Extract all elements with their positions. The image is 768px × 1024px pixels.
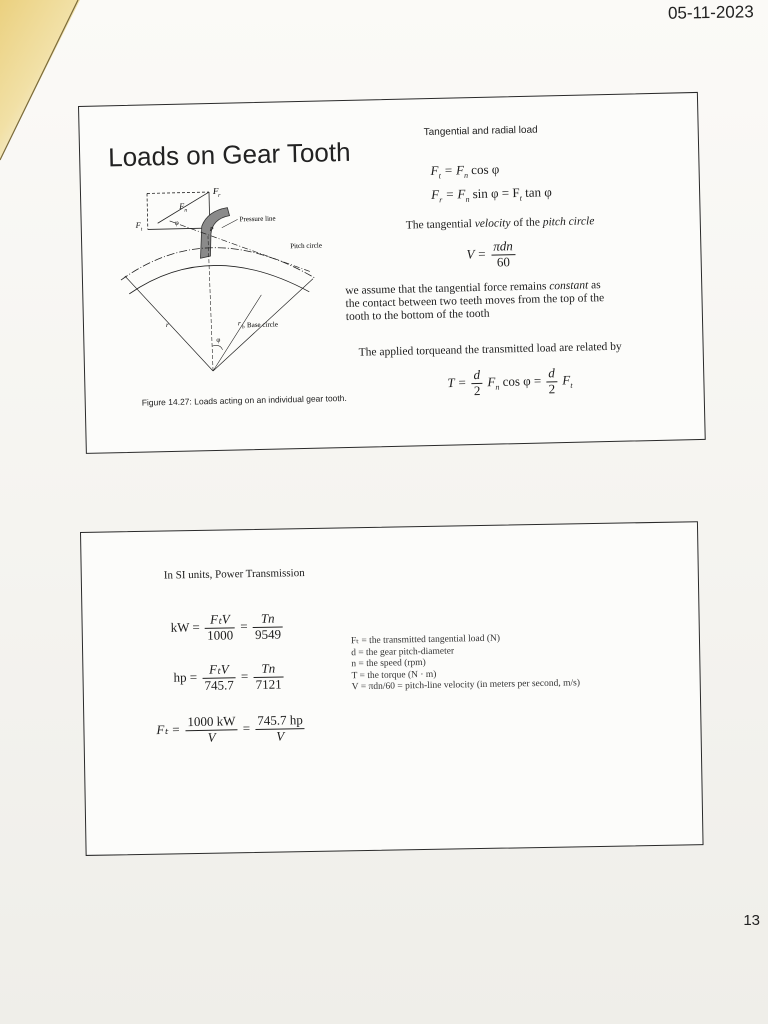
legend-item: d = the gear pitch-diameter — [351, 645, 455, 658]
legend-item: T = the torque (N · m) — [351, 669, 437, 681]
label-pitch-circle: Pitch circle — [290, 241, 323, 251]
figure-caption: Figure 14.27: Loads acting on an individual gear tooth. — [141, 392, 347, 408]
slide-loads-on-gear-tooth — [78, 92, 706, 454]
label-p: P — [209, 226, 214, 234]
equation-torque: T = $\frac{d}{2}$ $F_n$ cos φ = $\frac{d}{2}$ $F_t$ — [447, 365, 573, 399]
gear-tooth-shape — [199, 208, 230, 259]
label-rb-sub: b — [242, 325, 245, 331]
gear-tooth-diagram — [109, 183, 353, 378]
label-rb: r — [237, 319, 241, 328]
label-fn-sub: n — [184, 207, 188, 214]
assumption-text: we assume that the tangential force remains constant as the contact between two teeth moves from the top of the tooth to the bottom of the tooth — [345, 279, 605, 323]
label-ft: F — [135, 220, 141, 230]
base-circle-arc — [129, 263, 310, 296]
label-pressure-line: Pressure line — [239, 214, 276, 224]
equation-velocity: V = $\frac{\text{πdn}}{60}$ — [466, 239, 517, 271]
equation-hp: hp = $\frac{\text{FₜV}}{745.7}$ = $\frac{Tn}{7121}$ — [173, 660, 282, 693]
equation-ft: $F_t = F_n$ cos φ — [430, 161, 500, 181]
label-fr-sub: r — [218, 192, 221, 199]
label-base-circle: Base circle — [246, 320, 279, 330]
equation-kw: kW = $\frac{\text{FₜV}}{1000}$ = $\frac{Tn}{9549}$ — [170, 610, 282, 643]
equation-ft-power: Fₜ = $\frac{1000 kW}{V}$ = $\frac{745.7 hp}{V}$ — [156, 713, 307, 746]
label-fr: F — [212, 185, 219, 196]
slide-power-transmission — [80, 521, 704, 856]
equation-fr: $F_r = F_n$ $\sin \varphi = F_t$ tan φ — [430, 184, 552, 205]
legend-item: Fₜ = the transmitted tangential load (N) — [350, 633, 501, 647]
pitch-circle-arc — [120, 245, 316, 283]
page-corner-edge — [0, 0, 90, 170]
label-phi-bottom: φ — [216, 335, 221, 344]
legend-item: V = πdn/60 = pitch-line velocity (in meters per second, m/s) — [351, 678, 581, 693]
label-fn: F — [179, 201, 185, 211]
symbol-legend — [351, 632, 580, 693]
si-units-heading: In SI units, Power Transmission — [163, 567, 305, 582]
subheading-tangential-radial: Tangential and radial load — [423, 124, 538, 139]
legend-item: n = the speed (rpm) — [351, 657, 426, 670]
slide-title: Loads on Gear Tooth — [107, 136, 351, 173]
page-number: 13 — [743, 912, 760, 929]
torque-caption: The applied torqueand the transmitted load are related by — [358, 340, 622, 359]
label-ft-sub: t — [140, 226, 143, 233]
date-stamp: 05-11-2023 — [668, 2, 755, 23]
label-r: r — [165, 320, 169, 330]
label-phi-top: φ — [174, 218, 179, 227]
velocity-caption: The tangential velocity of the pitch circle — [405, 215, 595, 232]
